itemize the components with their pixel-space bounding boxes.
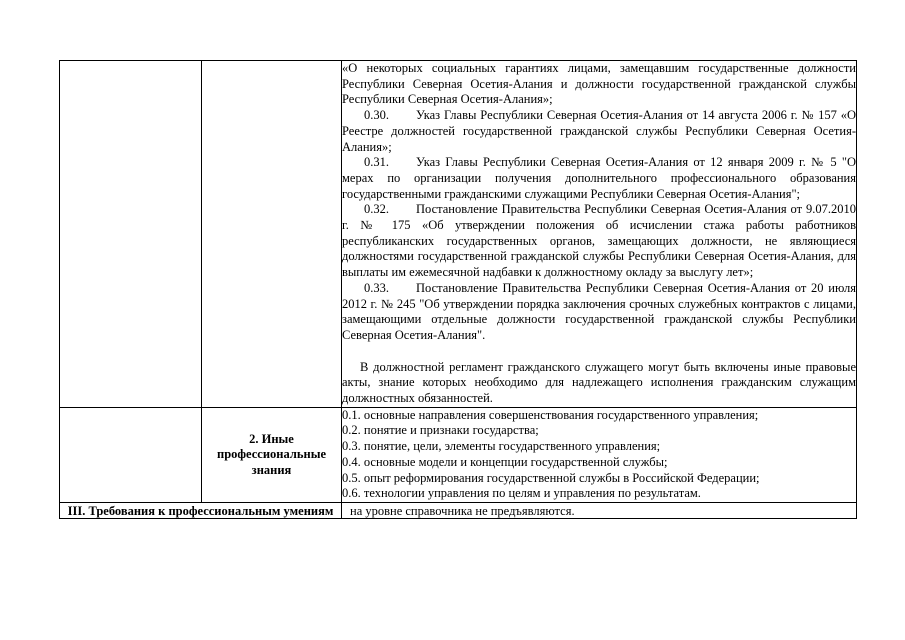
list-item: 0.1. основные направления совершенствования государственного управления; [342, 407, 759, 422]
list-item: 0.4. основные модели и концепции государственной службы; [342, 454, 668, 469]
legal-item-number: 0.31. [364, 155, 389, 170]
legal-item [342, 155, 856, 202]
section3-heading: III. Требования к профессиональным умениям [60, 502, 342, 518]
other-knowledge-list-cell [342, 407, 857, 502]
empty-cell [202, 61, 342, 408]
table-row [60, 407, 857, 502]
list-item: 0.3. понятие, цели, элементы государственного управления; [342, 439, 661, 454]
table-row [60, 61, 857, 408]
legal-item-number: 0.33. [364, 280, 389, 295]
list-item: 0.2. понятие и признаки государства; [342, 423, 539, 438]
list-item: 0.6. технологии управления по целям и управления по результатам. [342, 486, 701, 501]
legal-item [342, 281, 856, 344]
legal-intro-text: «О некоторых социальных гарантиях лицами, замещавшим государственные должности Республики Северная Осетия-Алания и должности государственной гражданской службы Республики Северная Осетия-Алания»; [342, 61, 856, 107]
legal-item [342, 202, 856, 281]
legal-item-text: Указ Главы Республики Северная Осетия-Алания от 12 января 2009 г. № 5 "О мерах по организации получения дополнительного профессионального образования государственными гражданскими служащими Республики Северная Осетия-Алания"; [342, 155, 856, 201]
legal-note-text: В должностной регламент гражданского служащего могут быть включены иные правовые акты, знание которых необходимо для надлежащего исполнения гражданским служащим должностных обязанностей. [342, 359, 856, 406]
section3-value: на уровне справочника не предъявляются. [342, 502, 857, 518]
other-knowledge-label: 2. Иные профессиональные знания [202, 407, 342, 502]
legal-item-text: Указ Главы Республики Северная Осетия-Алания от 14 августа 2006 г. № 157 «О Реестре должностей государственной гражданской службы Республики Северная Осетия- Алания»; [342, 108, 856, 154]
table-row [60, 502, 857, 518]
list-item: 0.5. опыт реформирования государственной службы в Российской Федерации; [342, 470, 760, 485]
other-knowledge-list [342, 408, 856, 502]
legal-item-text: Постановление Правительства Республики Северная Осетия-Алания от 9.07.2010 г. № 175 «Об утверждении положения об исчислении стажа работы работников республиканских государственных органов, замещающих должности, не являющиеся должностями государственной гражданской службы Республики Северная Осетия-Алания, для выплаты им ежемесячной надбавки к должностному окладу за выслугу лет»; [342, 202, 856, 280]
empty-cell [60, 61, 202, 408]
legal-acts-cell [342, 61, 857, 408]
requirements-table [59, 60, 857, 519]
legal-item-number: 0.30. [364, 108, 389, 123]
legal-item-text: Постановление Правительства Республики Северная Осетия-Алания от 20 июля 2012 г. № 245 "Об утверждении порядка заключения срочных служебных контрактов с лицами, замещающими отдельные должности государственной гражданской службы Республики Северная Осетия-Алания". [342, 280, 856, 342]
legal-item [342, 108, 856, 155]
legal-item-number: 0.32. [364, 202, 389, 217]
empty-cell [60, 407, 202, 502]
